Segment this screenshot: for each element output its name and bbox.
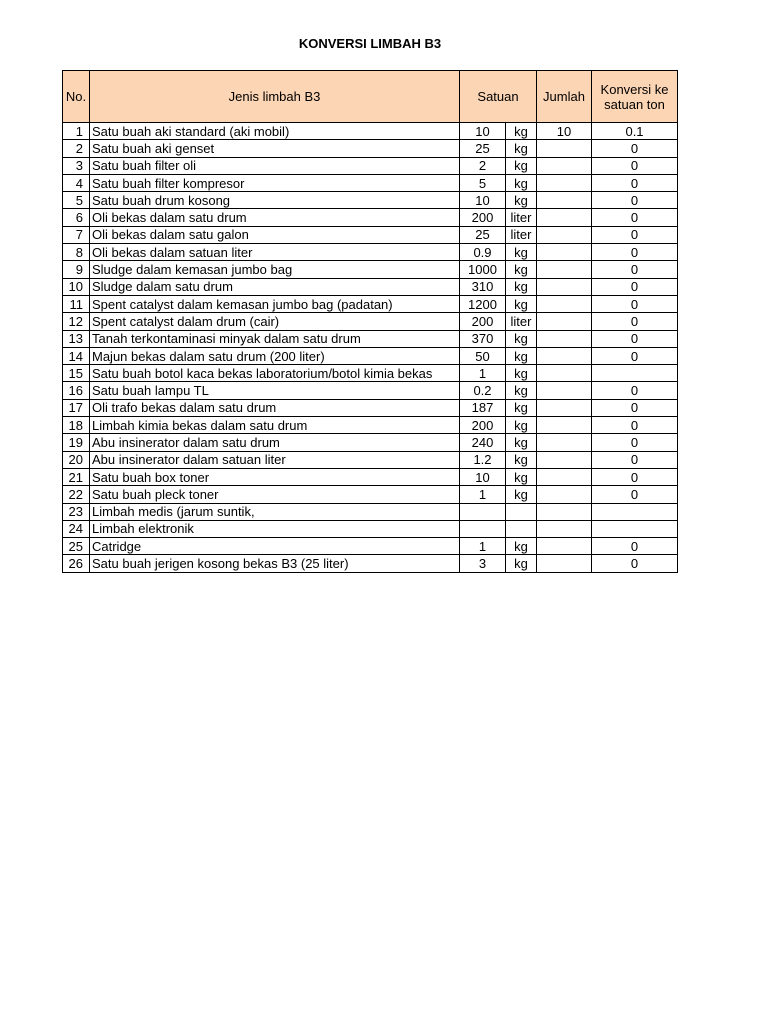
table-row <box>63 174 678 191</box>
cell-konversi: 0 <box>592 278 678 295</box>
cell-jumlah <box>537 503 592 520</box>
table-row <box>63 278 678 295</box>
cell-no: 5 <box>63 192 90 209</box>
cell-konversi: 0.1 <box>592 123 678 140</box>
cell-jenis: Spent catalyst dalam kemasan jumbo bag (padatan) <box>90 295 460 312</box>
cell-no: 10 <box>63 278 90 295</box>
cell-no: 13 <box>63 330 90 347</box>
cell-jumlah <box>537 313 592 330</box>
cell-no: 9 <box>63 261 90 278</box>
cell-konversi: 0 <box>592 555 678 572</box>
cell-jenis: Oli bekas dalam satu drum <box>90 209 460 226</box>
cell-no: 11 <box>63 295 90 312</box>
cell-konversi: 0 <box>592 382 678 399</box>
cell-satuan-unit: kg <box>506 174 537 191</box>
cell-no: 26 <box>63 555 90 572</box>
cell-satuan-qty: 25 <box>460 140 506 157</box>
header-konversi: Konversi ke satuan ton <box>592 71 678 123</box>
cell-no: 7 <box>63 226 90 243</box>
table-header-row <box>63 71 678 123</box>
cell-jenis: Spent catalyst dalam drum (cair) <box>90 313 460 330</box>
cell-satuan-qty: 10 <box>460 123 506 140</box>
cell-jumlah <box>537 157 592 174</box>
cell-no: 22 <box>63 486 90 503</box>
cell-jumlah <box>537 226 592 243</box>
cell-satuan-qty: 1 <box>460 365 506 382</box>
cell-satuan-qty: 200 <box>460 417 506 434</box>
cell-satuan-unit: liter <box>506 209 537 226</box>
cell-jumlah <box>537 382 592 399</box>
cell-jumlah <box>537 520 592 537</box>
table-row <box>63 555 678 572</box>
cell-jumlah <box>537 261 592 278</box>
cell-konversi: 0 <box>592 209 678 226</box>
cell-jumlah <box>537 538 592 555</box>
cell-jenis: Satu buah filter oli <box>90 157 460 174</box>
cell-jumlah <box>537 330 592 347</box>
cell-jenis: Catridge <box>90 538 460 555</box>
cell-konversi: 0 <box>592 313 678 330</box>
cell-satuan-qty: 1.2 <box>460 451 506 468</box>
table-row <box>63 503 678 520</box>
cell-satuan-qty: 310 <box>460 278 506 295</box>
cell-jenis: Satu buah botol kaca bekas laboratorium/botol kimia bekas <box>90 365 460 382</box>
cell-satuan-unit: kg <box>506 244 537 261</box>
cell-satuan-unit: kg <box>506 278 537 295</box>
cell-no: 21 <box>63 468 90 485</box>
cell-satuan-qty: 10 <box>460 468 506 485</box>
cell-satuan-unit: kg <box>506 468 537 485</box>
cell-konversi: 0 <box>592 261 678 278</box>
cell-jenis: Satu buah box toner <box>90 468 460 485</box>
cell-no: 17 <box>63 399 90 416</box>
header-jumlah: Jumlah <box>537 71 592 123</box>
cell-konversi: 0 <box>592 451 678 468</box>
cell-satuan-unit: kg <box>506 347 537 364</box>
table-row <box>63 313 678 330</box>
cell-jenis: Satu buah jerigen kosong bekas B3 (25 liter) <box>90 555 460 572</box>
table-row <box>63 192 678 209</box>
document-title: KONVERSI LIMBAH B3 <box>298 36 442 51</box>
cell-jenis: Sludge dalam kemasan jumbo bag <box>90 261 460 278</box>
cell-satuan-unit: kg <box>506 295 537 312</box>
cell-jenis: Satu buah aki genset <box>90 140 460 157</box>
cell-satuan-qty: 200 <box>460 313 506 330</box>
cell-jumlah <box>537 486 592 503</box>
cell-jenis: Satu buah pleck toner <box>90 486 460 503</box>
header-satuan: Satuan <box>460 71 537 123</box>
cell-satuan-unit <box>506 503 537 520</box>
cell-satuan-qty: 1000 <box>460 261 506 278</box>
cell-satuan-qty: 1 <box>460 538 506 555</box>
cell-jumlah <box>537 174 592 191</box>
cell-jenis: Satu buah filter kompresor <box>90 174 460 191</box>
cell-konversi: 0 <box>592 157 678 174</box>
cell-jumlah <box>537 347 592 364</box>
cell-no: 18 <box>63 417 90 434</box>
table-row <box>63 538 678 555</box>
cell-satuan-unit <box>506 520 537 537</box>
cell-konversi: 0 <box>592 417 678 434</box>
cell-no: 20 <box>63 451 90 468</box>
cell-no: 3 <box>63 157 90 174</box>
cell-konversi: 0 <box>592 468 678 485</box>
cell-konversi: 0 <box>592 434 678 451</box>
table-row <box>63 157 678 174</box>
cell-no: 14 <box>63 347 90 364</box>
cell-jenis: Oli bekas dalam satuan liter <box>90 244 460 261</box>
cell-jumlah: 10 <box>537 123 592 140</box>
cell-jumlah <box>537 555 592 572</box>
cell-no: 1 <box>63 123 90 140</box>
cell-satuan-qty: 0.2 <box>460 382 506 399</box>
cell-jumlah <box>537 244 592 261</box>
header-no: No. <box>63 71 90 123</box>
table-row <box>63 399 678 416</box>
table-row <box>63 330 678 347</box>
cell-no: 24 <box>63 520 90 537</box>
cell-jenis: Limbah kimia bekas dalam satu drum <box>90 417 460 434</box>
cell-konversi: 0 <box>592 244 678 261</box>
cell-konversi: 0 <box>592 399 678 416</box>
cell-jenis: Satu buah lampu TL <box>90 382 460 399</box>
table-row <box>63 123 678 140</box>
cell-satuan-unit: kg <box>506 417 537 434</box>
waste-conversion-table <box>62 70 678 573</box>
cell-satuan-unit: kg <box>506 330 537 347</box>
cell-jenis: Satu buah drum kosong <box>90 192 460 209</box>
table-row <box>63 434 678 451</box>
cell-satuan-qty: 2 <box>460 157 506 174</box>
cell-jumlah <box>537 140 592 157</box>
cell-satuan-qty: 370 <box>460 330 506 347</box>
cell-satuan-qty: 5 <box>460 174 506 191</box>
cell-jumlah <box>537 399 592 416</box>
cell-konversi: 0 <box>592 538 678 555</box>
cell-satuan-unit: liter <box>506 226 537 243</box>
cell-jenis: Oli trafo bekas dalam satu drum <box>90 399 460 416</box>
table-row <box>63 382 678 399</box>
cell-no: 2 <box>63 140 90 157</box>
cell-no: 4 <box>63 174 90 191</box>
cell-jumlah <box>537 278 592 295</box>
cell-satuan-qty: 0.9 <box>460 244 506 261</box>
cell-jumlah <box>537 295 592 312</box>
cell-satuan-unit: kg <box>506 486 537 503</box>
cell-jumlah <box>537 209 592 226</box>
table-row <box>63 261 678 278</box>
cell-satuan-unit: kg <box>506 555 537 572</box>
cell-konversi: 0 <box>592 330 678 347</box>
table-row <box>63 520 678 537</box>
header-jenis: Jenis limbah B3 <box>90 71 460 123</box>
cell-jenis: Abu insinerator dalam satuan liter <box>90 451 460 468</box>
table-row <box>63 140 678 157</box>
cell-jumlah <box>537 365 592 382</box>
cell-no: 8 <box>63 244 90 261</box>
cell-satuan-qty: 3 <box>460 555 506 572</box>
table-row <box>63 347 678 364</box>
cell-satuan-unit: kg <box>506 261 537 278</box>
cell-satuan-unit: liter <box>506 313 537 330</box>
cell-no: 12 <box>63 313 90 330</box>
cell-jumlah <box>537 192 592 209</box>
cell-satuan-qty <box>460 520 506 537</box>
table-row <box>63 244 678 261</box>
cell-jenis: Satu buah aki standard (aki mobil) <box>90 123 460 140</box>
cell-no: 15 <box>63 365 90 382</box>
table-row <box>63 468 678 485</box>
cell-satuan-qty: 50 <box>460 347 506 364</box>
cell-jumlah <box>537 417 592 434</box>
cell-konversi: 0 <box>592 226 678 243</box>
table-row <box>63 365 678 382</box>
cell-satuan-qty <box>460 503 506 520</box>
cell-satuan-qty: 240 <box>460 434 506 451</box>
cell-jenis: Tanah terkontaminasi minyak dalam satu drum <box>90 330 460 347</box>
cell-jenis: Sludge dalam satu drum <box>90 278 460 295</box>
table-row <box>63 209 678 226</box>
table-row <box>63 226 678 243</box>
cell-konversi: 0 <box>592 174 678 191</box>
cell-no: 25 <box>63 538 90 555</box>
cell-satuan-unit: kg <box>506 157 537 174</box>
cell-jenis: Abu insinerator dalam satu drum <box>90 434 460 451</box>
cell-satuan-unit: kg <box>506 140 537 157</box>
cell-konversi <box>592 520 678 537</box>
cell-no: 16 <box>63 382 90 399</box>
cell-satuan-unit: kg <box>506 365 537 382</box>
cell-jenis: Oli bekas dalam satu galon <box>90 226 460 243</box>
cell-satuan-unit: kg <box>506 434 537 451</box>
cell-jenis: Limbah medis (jarum suntik, <box>90 503 460 520</box>
cell-satuan-unit: kg <box>506 399 537 416</box>
cell-satuan-qty: 187 <box>460 399 506 416</box>
cell-satuan-qty: 200 <box>460 209 506 226</box>
cell-konversi <box>592 365 678 382</box>
cell-jumlah <box>537 451 592 468</box>
cell-satuan-unit: kg <box>506 451 537 468</box>
cell-satuan-qty: 1200 <box>460 295 506 312</box>
cell-no: 19 <box>63 434 90 451</box>
table-body <box>63 123 678 573</box>
table-row <box>63 295 678 312</box>
cell-satuan-qty: 10 <box>460 192 506 209</box>
cell-jenis: Limbah elektronik <box>90 520 460 537</box>
cell-konversi: 0 <box>592 295 678 312</box>
cell-satuan-unit: kg <box>506 192 537 209</box>
cell-jumlah <box>537 468 592 485</box>
table-row <box>63 486 678 503</box>
cell-konversi: 0 <box>592 140 678 157</box>
cell-satuan-unit: kg <box>506 538 537 555</box>
cell-satuan-unit: kg <box>506 123 537 140</box>
cell-konversi <box>592 503 678 520</box>
cell-konversi: 0 <box>592 347 678 364</box>
cell-satuan-qty: 25 <box>460 226 506 243</box>
cell-no: 23 <box>63 503 90 520</box>
cell-satuan-unit: kg <box>506 382 537 399</box>
cell-satuan-qty: 1 <box>460 486 506 503</box>
cell-konversi: 0 <box>592 486 678 503</box>
cell-jenis: Majun bekas dalam satu drum (200 liter) <box>90 347 460 364</box>
table-row <box>63 417 678 434</box>
cell-konversi: 0 <box>592 192 678 209</box>
table-row <box>63 451 678 468</box>
cell-no: 6 <box>63 209 90 226</box>
cell-jumlah <box>537 434 592 451</box>
